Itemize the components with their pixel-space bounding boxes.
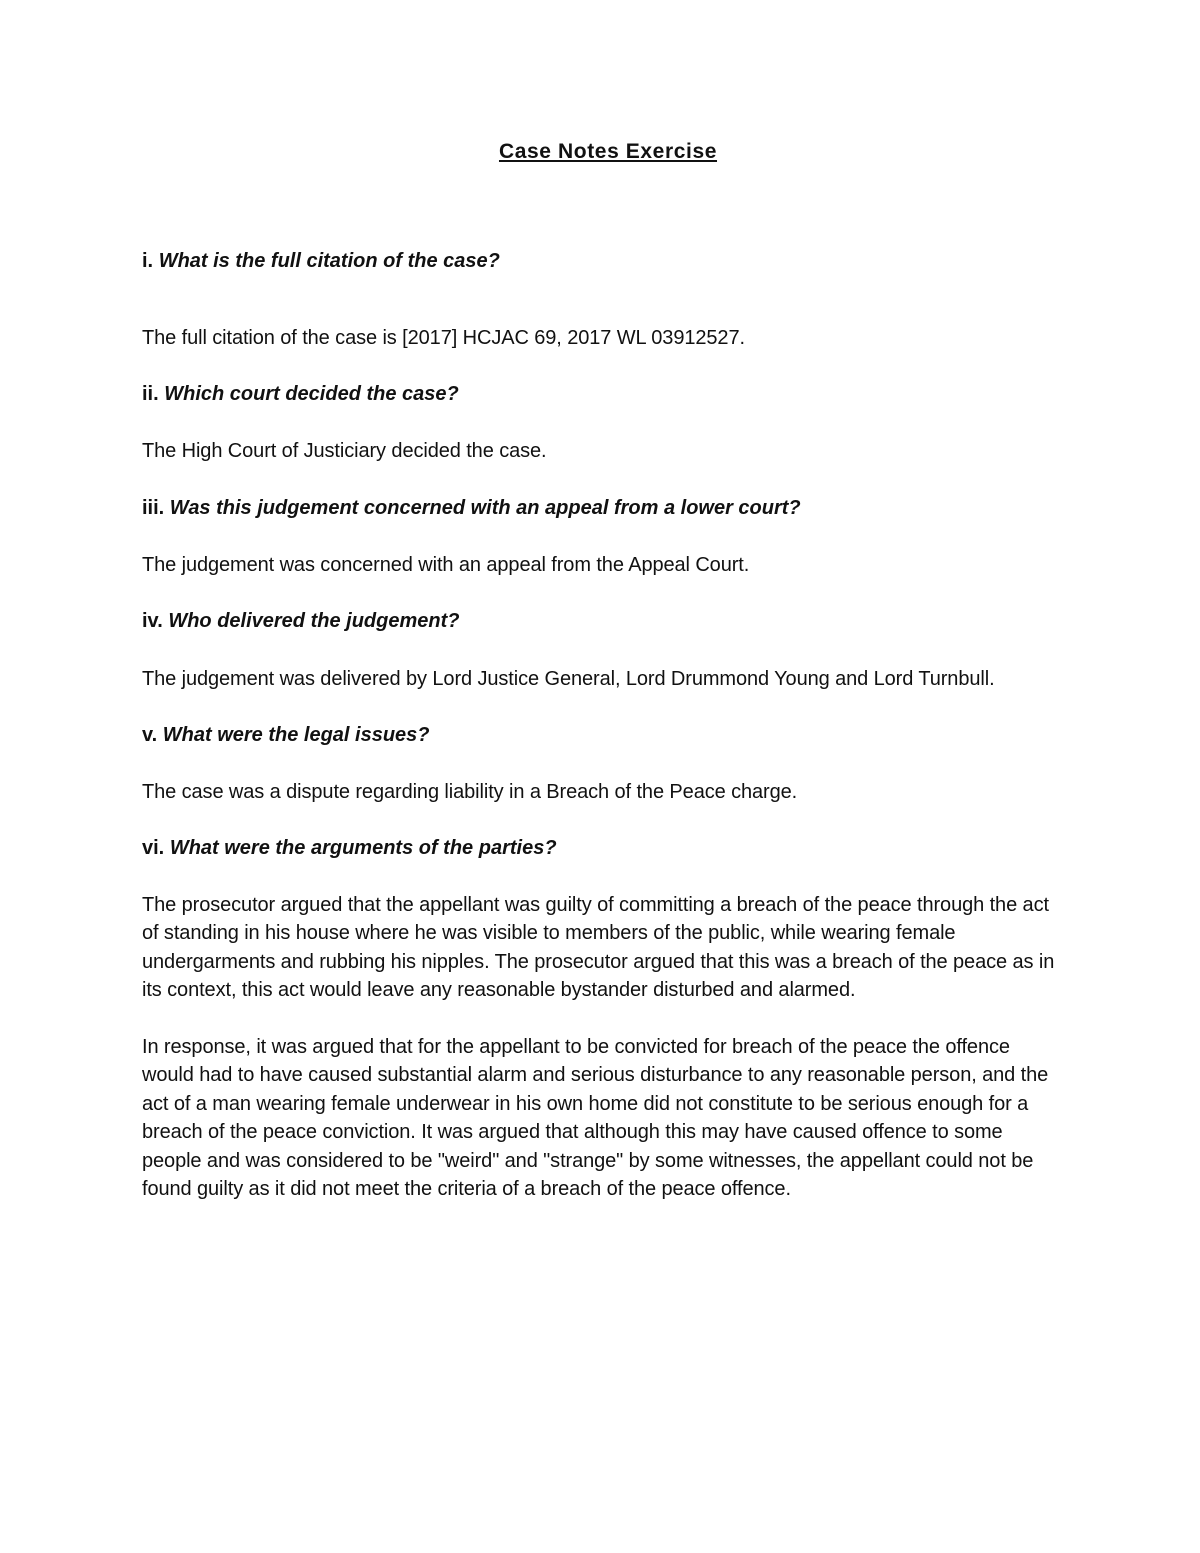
question-4 bbox=[142, 607, 1062, 636]
question-number: v. bbox=[142, 724, 158, 746]
question-text: Who delivered the judgement? bbox=[168, 610, 460, 632]
document-title: Case Notes Exercise bbox=[498, 140, 718, 163]
question-2 bbox=[142, 380, 1062, 409]
answer-6-paragraph-1: The prosecutor argued that the appellant was guilty of committing a breach of the peace through the act of standing in his house where he was visible to members of the public, while wearing female undergarments and rubbing his nipples. The prosecutor argued that this was a breach of the peace as in its context, this act would leave any reasonable bystander disturbed and alarmed. bbox=[142, 893, 1055, 1001]
question-text: Was this judgement concerned with an appeal from a lower court? bbox=[169, 497, 801, 519]
question-text: What were the legal issues? bbox=[162, 724, 430, 746]
question-1 bbox=[142, 247, 1062, 276]
question-text: What were the arguments of the parties? bbox=[169, 837, 557, 859]
question-number: ii. bbox=[142, 383, 159, 405]
question-6 bbox=[142, 834, 1062, 863]
question-number: iii. bbox=[142, 497, 165, 519]
answer-5: The case was a dispute regarding liability in a Breach of the Peace charge. bbox=[142, 780, 798, 803]
question-number: iv. bbox=[142, 610, 163, 632]
document-body bbox=[142, 138, 1062, 1204]
answer-4: The judgement was delivered by Lord Justice General, Lord Drummond Young and Lord Turnbull. bbox=[142, 667, 995, 690]
question-number: vi. bbox=[142, 837, 165, 859]
answer-1: The full citation of the case is [2017] HCJAC 69, 2017 WL 03912527. bbox=[142, 326, 745, 349]
answer-2: The High Court of Justiciary decided the case. bbox=[142, 439, 547, 462]
question-5 bbox=[142, 721, 1062, 750]
answer-6-paragraph-2: In response, it was argued that for the appellant to be convicted for breach of the peace the offence would had to have caused substantial alarm and serious disturbance to any reasonable person, and the act of a man wearing female underwear in his own home did not constitute to be serious enough for a breach of the peace conviction. It was argued that although this may have caused offence to some people and was considered to be "weird" and "strange" by some witnesses, the appellant could not be found guilty as it did not meet the criteria of a breach of the peace offence. bbox=[142, 1035, 1049, 1200]
question-number: i. bbox=[142, 250, 154, 272]
question-text: Which court decided the case? bbox=[164, 383, 459, 405]
question-3 bbox=[142, 494, 1062, 523]
answer-3: The judgement was concerned with an appeal from the Appeal Court. bbox=[142, 553, 750, 576]
question-text: What is the full citation of the case? bbox=[158, 250, 500, 272]
